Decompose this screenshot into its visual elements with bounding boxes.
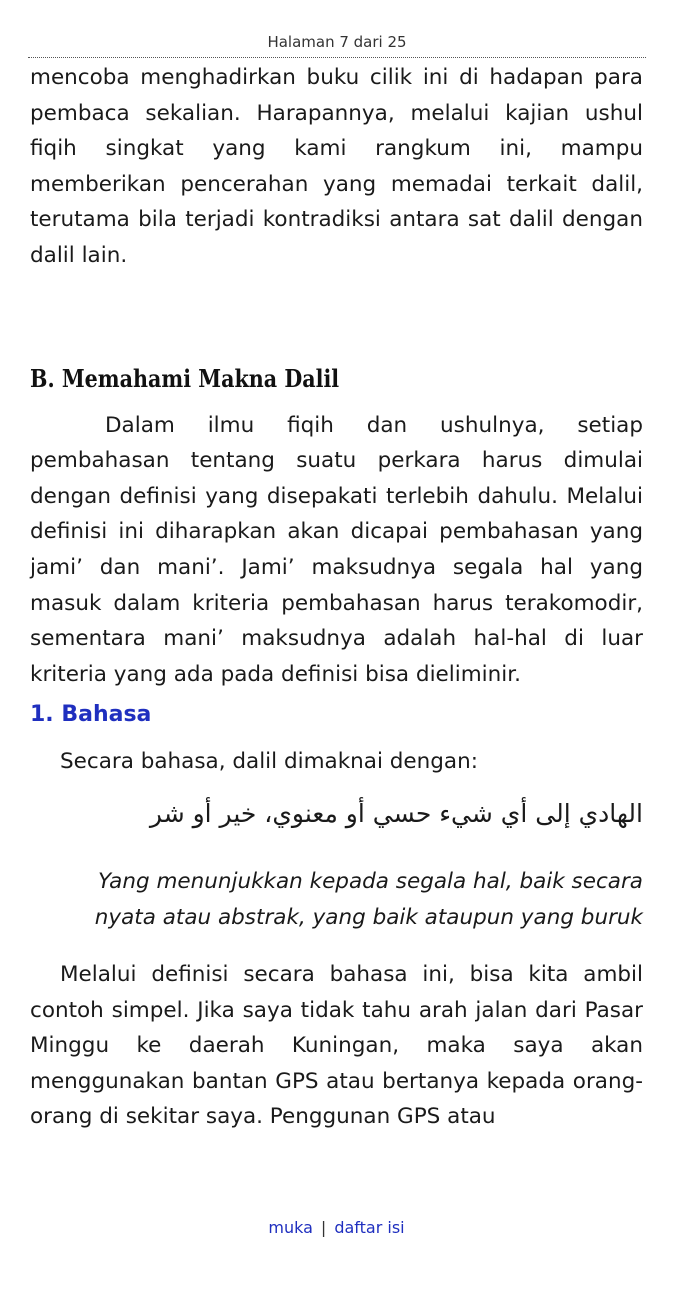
spacer (30, 732, 643, 744)
page-header (28, 31, 646, 58)
footer-nav (0, 1216, 673, 1240)
section-heading: B. Memahami Makna Dalil (30, 363, 340, 393)
arabic-definition: الهادي إلى أي شيء حسي أو معنوي، خير أو شر (149, 798, 643, 828)
subheading-bahasa: 1. Bahasa (30, 702, 152, 728)
bahasa-intro: Secara bahasa, dalil dimaknai dengan: (60, 749, 478, 775)
front-page-link[interactable]: muka (268, 1218, 313, 1237)
intro-paragraph: mencoba menghadirkan buku cilik ini di hadapan para pembaca sekalian. Harapannya, melalui kajian ushul fiqih singkat yang kami rangkum ini, mampu memberikan pencerahan yang memadai terkait dalil, terutama bila terjadi kontradiksi antara sat dalil dengan dalil lain. (30, 65, 643, 268)
page-indicator: Halaman 7 dari 25 (267, 33, 407, 51)
spacer (30, 935, 643, 957)
spacer (30, 780, 643, 792)
table-of-contents-link[interactable]: daftar isi (334, 1218, 405, 1237)
page-content (30, 60, 643, 1135)
spacer (30, 836, 643, 864)
spacer (30, 274, 643, 362)
translation-line-2: nyata atau abstrak, yang baik ataupun yang buruk (94, 904, 643, 930)
spacer (30, 396, 643, 408)
translation-line-1: Yang menunjukkan kepada segala hal, baik secara (98, 868, 643, 894)
footer-separator: | (320, 1218, 327, 1237)
section-paragraph: Dalam ilmu fiqih dan ushulnya, setiap pembahasan tentang suatu perkara harus dimulai dengan definisi yang disepakati terlebih dahulu. Melalui definisi ini diharapkan akan dicapai pembahasan yang jami’ dan mani’. Jami’ maksudnya segala hal yang masuk dalam kriteria pembahasan harus terakomodir, sementara mani’ maksudnya adalah hal-hal di luar kriteria yang ada pada definisi bisa dieliminir. (30, 412, 643, 687)
example-paragraph: Melalui definisi secara bahasa ini, bisa kita ambil contoh simpel. Jika saya tidak tahu arah jalan dari Pasar Minggu ke daerah Kuningan, maka saya akan menggunakan bantan GPS atau bertanya kepada orang-orang di sekitar saya. Penggunan GPS atau (30, 962, 643, 1130)
